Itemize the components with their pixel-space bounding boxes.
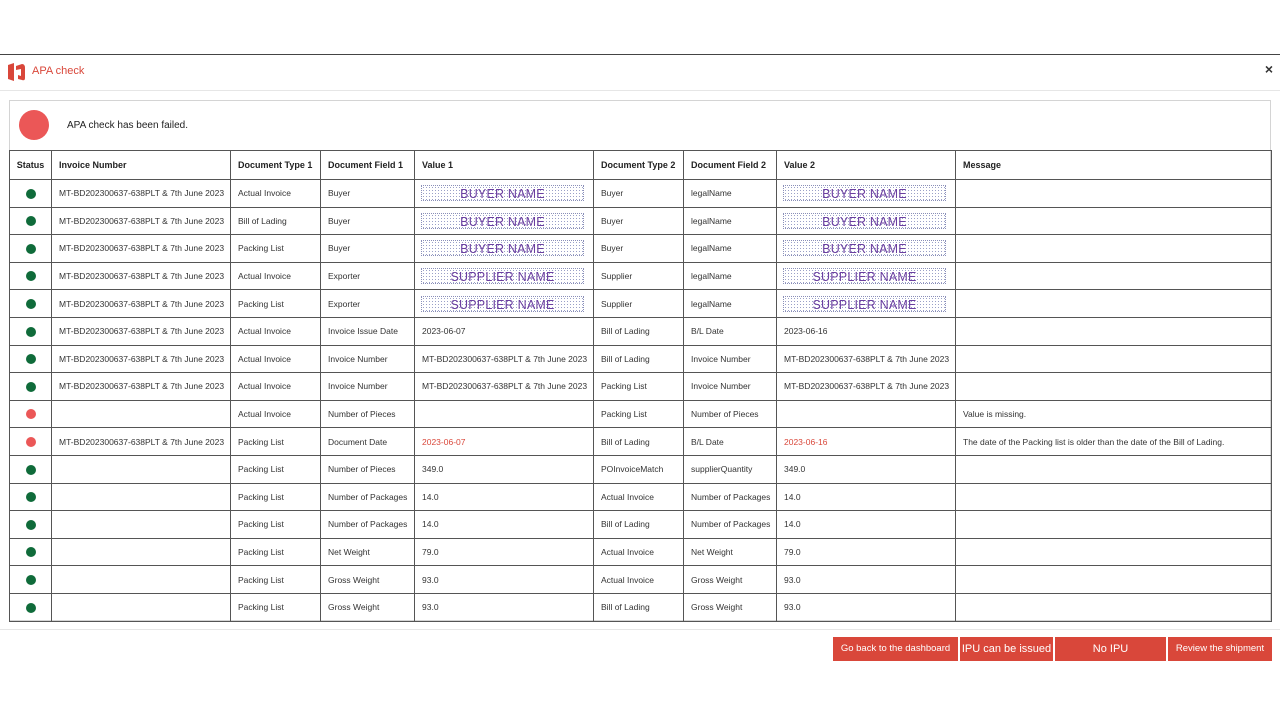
status-ok-icon (26, 520, 36, 530)
col-header-value-1: Value 1 (415, 151, 594, 180)
document-type-2-cell: Buyer (594, 207, 684, 235)
document-field-1-cell: Net Weight (321, 538, 415, 566)
document-field-2-cell: Number of Pieces (684, 400, 777, 428)
value-2-cell: MT-BD202300637-638PLT & 7th June 2023 (777, 345, 956, 373)
masked-name-value: SUPPLIER NAME (783, 296, 946, 312)
status-cell (10, 428, 52, 456)
status-fail-icon (26, 437, 36, 447)
status-ok-icon (26, 382, 36, 392)
value-2-cell: 2023-06-16 (777, 317, 956, 345)
invoice-number-cell: MT-BD202300637-638PLT & 7th June 2023 (52, 345, 231, 373)
document-type-1-cell: Packing List (231, 428, 321, 456)
document-type-1-cell: Packing List (231, 538, 321, 566)
invoice-number-cell: MT-BD202300637-638PLT & 7th June 2023 (52, 373, 231, 401)
invoice-number-cell (52, 483, 231, 511)
document-field-2-cell: legalName (684, 290, 777, 318)
document-field-1-cell: Number of Pieces (321, 455, 415, 483)
col-header-document-type-1: Document Type 1 (231, 151, 321, 180)
document-type-1-cell: Packing List (231, 483, 321, 511)
value-2-cell (777, 400, 956, 428)
value-2-cell: 93.0 (777, 593, 956, 621)
document-field-1-cell: Buyer (321, 207, 415, 235)
value-1-cell (415, 180, 594, 208)
table-row (10, 373, 1272, 401)
value-1-cell: 14.0 (415, 483, 594, 511)
document-type-2-cell: Buyer (594, 235, 684, 263)
document-type-1-cell: Actual Invoice (231, 262, 321, 290)
footer-divider (0, 629, 1280, 630)
message-cell (956, 566, 1272, 594)
value-1-cell: 93.0 (415, 566, 594, 594)
message-cell (956, 207, 1272, 235)
document-field-2-cell: Gross Weight (684, 566, 777, 594)
message-cell (956, 373, 1272, 401)
invoice-number-cell: MT-BD202300637-638PLT & 7th June 2023 (52, 290, 231, 318)
col-header-document-type-2: Document Type 2 (594, 151, 684, 180)
document-type-2-cell: Actual Invoice (594, 566, 684, 594)
document-field-1-cell: Exporter (321, 262, 415, 290)
status-cell (10, 566, 52, 594)
status-ok-icon (26, 299, 36, 309)
status-cell (10, 538, 52, 566)
status-cell (10, 593, 52, 621)
message-cell: Value is missing. (956, 400, 1272, 428)
table-row (10, 428, 1272, 456)
col-header-document-field-1: Document Field 1 (321, 151, 415, 180)
masked-name-value: BUYER NAME (421, 213, 584, 229)
masked-name-value: SUPPLIER NAME (783, 268, 946, 284)
document-field-1-cell: Gross Weight (321, 593, 415, 621)
status-cell (10, 345, 52, 373)
document-field-1-cell: Buyer (321, 180, 415, 208)
value-2-cell: 79.0 (777, 538, 956, 566)
message-cell (956, 483, 1272, 511)
status-cell (10, 262, 52, 290)
message-cell (956, 317, 1272, 345)
document-type-2-cell: Packing List (594, 400, 684, 428)
status-cell (10, 180, 52, 208)
status-ok-icon (26, 465, 36, 475)
table-row (10, 317, 1272, 345)
document-field-2-cell: B/L Date (684, 428, 777, 456)
document-field-1-cell: Buyer (321, 235, 415, 263)
masked-name-value: BUYER NAME (783, 185, 946, 201)
status-ok-icon (26, 244, 36, 254)
status-ok-icon (26, 547, 36, 557)
document-type-2-cell: Packing List (594, 373, 684, 401)
value-1-cell: 93.0 (415, 593, 594, 621)
status-ok-icon (26, 603, 36, 613)
document-type-2-cell: Bill of Lading (594, 317, 684, 345)
masked-name-value: BUYER NAME (421, 185, 584, 201)
value-1-cell (415, 235, 594, 263)
message-cell (956, 180, 1272, 208)
message-cell: The date of the Packing list is older than the date of the Bill of Lading. (956, 428, 1272, 456)
status-cell (10, 511, 52, 539)
invoice-number-cell: MT-BD202300637-638PLT & 7th June 2023 (52, 235, 231, 263)
invoice-number-cell (52, 455, 231, 483)
value-1-cell (415, 207, 594, 235)
close-icon[interactable]: × (1264, 61, 1273, 77)
document-field-2-cell: Invoice Number (684, 345, 777, 373)
document-field-2-cell: B/L Date (684, 317, 777, 345)
document-type-2-cell: Supplier (594, 290, 684, 318)
table-row (10, 593, 1272, 621)
masked-name-value: BUYER NAME (783, 240, 946, 256)
invoice-number-cell: MT-BD202300637-638PLT & 7th June 2023 (52, 262, 231, 290)
message-cell (956, 538, 1272, 566)
document-field-2-cell: legalName (684, 235, 777, 263)
document-field-1-cell: Number of Packages (321, 511, 415, 539)
document-field-1-cell: Invoice Number (321, 373, 415, 401)
table-row (10, 207, 1272, 235)
status-ok-icon (26, 492, 36, 502)
document-field-2-cell: legalName (684, 262, 777, 290)
message-cell (956, 511, 1272, 539)
failed-status-icon (19, 110, 49, 140)
table-row (10, 483, 1272, 511)
document-type-2-cell: Bill of Lading (594, 593, 684, 621)
col-header-message: Message (956, 151, 1272, 180)
value-2-cell: 349.0 (777, 455, 956, 483)
message-cell (956, 262, 1272, 290)
value-1-cell (415, 290, 594, 318)
document-type-1-cell: Packing List (231, 235, 321, 263)
dialog-header (0, 55, 1280, 91)
no-ipu-button[interactable]: No IPU (1055, 637, 1166, 661)
status-cell (10, 207, 52, 235)
document-field-2-cell: Number of Packages (684, 483, 777, 511)
invoice-number-cell: MT-BD202300637-638PLT & 7th June 2023 (52, 207, 231, 235)
document-field-1-cell: Invoice Issue Date (321, 317, 415, 345)
table-row (10, 180, 1272, 208)
document-field-2-cell: legalName (684, 180, 777, 208)
apa-results-table (9, 150, 1272, 622)
document-field-1-cell: Exporter (321, 290, 415, 318)
value-1-cell: 79.0 (415, 538, 594, 566)
document-field-1-cell: Number of Packages (321, 483, 415, 511)
value-1-cell: 2023-06-07 (415, 317, 594, 345)
document-type-1-cell: Actual Invoice (231, 373, 321, 401)
value-1-cell: MT-BD202300637-638PLT & 7th June 2023 (415, 345, 594, 373)
value-2-cell: MT-BD202300637-638PLT & 7th June 2023 (777, 373, 956, 401)
status-cell (10, 483, 52, 511)
table-row (10, 538, 1272, 566)
status-cell (10, 455, 52, 483)
col-header-value-2: Value 2 (777, 151, 956, 180)
table-row (10, 262, 1272, 290)
document-type-1-cell: Packing List (231, 455, 321, 483)
document-field-2-cell: Invoice Number (684, 373, 777, 401)
invoice-number-cell (52, 566, 231, 594)
table-row (10, 345, 1272, 373)
status-message: APA check has been failed. (67, 120, 189, 131)
table-row (10, 235, 1272, 263)
document-type-2-cell: POInvoiceMatch (594, 455, 684, 483)
value-1-cell: 14.0 (415, 511, 594, 539)
ipu-can-be-issued-button[interactable]: IPU can be issued (960, 637, 1053, 661)
message-cell (956, 593, 1272, 621)
status-ok-icon (26, 271, 36, 281)
status-cell (10, 290, 52, 318)
dialog-title: APA check (32, 65, 85, 77)
message-cell (956, 455, 1272, 483)
message-cell (956, 235, 1272, 263)
status-ok-icon (26, 575, 36, 585)
status-ok-icon (26, 189, 36, 199)
invoice-number-cell: MT-BD202300637-638PLT & 7th June 2023 (52, 317, 231, 345)
status-ok-icon (26, 327, 36, 337)
invoice-number-cell (52, 538, 231, 566)
document-type-2-cell: Buyer (594, 180, 684, 208)
invoice-number-cell (52, 400, 231, 428)
invoice-number-cell: MT-BD202300637-638PLT & 7th June 2023 (52, 180, 231, 208)
document-field-2-cell: supplierQuantity (684, 455, 777, 483)
message-cell (956, 290, 1272, 318)
document-type-2-cell: Actual Invoice (594, 483, 684, 511)
status-cell (10, 373, 52, 401)
document-type-2-cell: Bill of Lading (594, 345, 684, 373)
app-logo-icon (6, 62, 26, 82)
document-field-1-cell: Document Date (321, 428, 415, 456)
value-2-cell: 93.0 (777, 566, 956, 594)
document-type-1-cell: Packing List (231, 511, 321, 539)
document-type-2-cell: Supplier (594, 262, 684, 290)
invoice-number-cell: MT-BD202300637-638PLT & 7th June 2023 (52, 428, 231, 456)
document-field-1-cell: Invoice Number (321, 345, 415, 373)
document-field-2-cell: legalName (684, 207, 777, 235)
invoice-number-cell (52, 593, 231, 621)
invoice-number-cell (52, 511, 231, 539)
value-2-cell (777, 207, 956, 235)
value-1-cell (415, 262, 594, 290)
status-ok-icon (26, 216, 36, 226)
document-type-2-cell: Bill of Lading (594, 428, 684, 456)
document-field-2-cell: Gross Weight (684, 593, 777, 621)
table-row (10, 290, 1272, 318)
table-row (10, 455, 1272, 483)
masked-name-value: BUYER NAME (421, 240, 584, 256)
status-cell (10, 235, 52, 263)
document-type-1-cell: Actual Invoice (231, 317, 321, 345)
value-2-cell (777, 262, 956, 290)
masked-name-value: SUPPLIER NAME (421, 268, 584, 284)
status-cell (10, 317, 52, 345)
col-header-status: Status (10, 151, 52, 180)
value-1-cell: MT-BD202300637-638PLT & 7th June 2023 (415, 373, 594, 401)
document-type-1-cell: Actual Invoice (231, 180, 321, 208)
document-type-1-cell: Actual Invoice (231, 400, 321, 428)
message-cell (956, 345, 1272, 373)
document-type-1-cell: Packing List (231, 593, 321, 621)
value-2-cell: 14.0 (777, 483, 956, 511)
masked-name-value: SUPPLIER NAME (421, 296, 584, 312)
table-row (10, 566, 1272, 594)
document-type-2-cell: Actual Invoice (594, 538, 684, 566)
value-1-cell: 349.0 (415, 455, 594, 483)
value-2-cell (777, 180, 956, 208)
status-ok-icon (26, 354, 36, 364)
go-back-dashboard-button[interactable]: Go back to the dashboard (833, 637, 958, 661)
value-1-cell (415, 400, 594, 428)
status-cell (10, 400, 52, 428)
table-header-row (10, 151, 1272, 180)
document-field-1-cell: Number of Pieces (321, 400, 415, 428)
value-2-cell (777, 290, 956, 318)
document-type-1-cell: Bill of Lading (231, 207, 321, 235)
col-header-document-field-2: Document Field 2 (684, 151, 777, 180)
document-type-1-cell: Packing List (231, 566, 321, 594)
document-type-1-cell: Packing List (231, 290, 321, 318)
value-2-cell: 2023-06-16 (777, 428, 956, 456)
masked-name-value: BUYER NAME (783, 213, 946, 229)
document-field-2-cell: Number of Packages (684, 511, 777, 539)
review-shipment-button[interactable]: Review the shipment (1168, 637, 1272, 661)
value-2-cell (777, 235, 956, 263)
value-2-cell: 14.0 (777, 511, 956, 539)
table-row (10, 400, 1272, 428)
status-fail-icon (26, 409, 36, 419)
document-field-1-cell: Gross Weight (321, 566, 415, 594)
document-field-2-cell: Net Weight (684, 538, 777, 566)
table-row (10, 511, 1272, 539)
col-header-invoice-number: Invoice Number (52, 151, 231, 180)
value-1-cell: 2023-06-07 (415, 428, 594, 456)
document-type-1-cell: Actual Invoice (231, 345, 321, 373)
document-type-2-cell: Bill of Lading (594, 511, 684, 539)
